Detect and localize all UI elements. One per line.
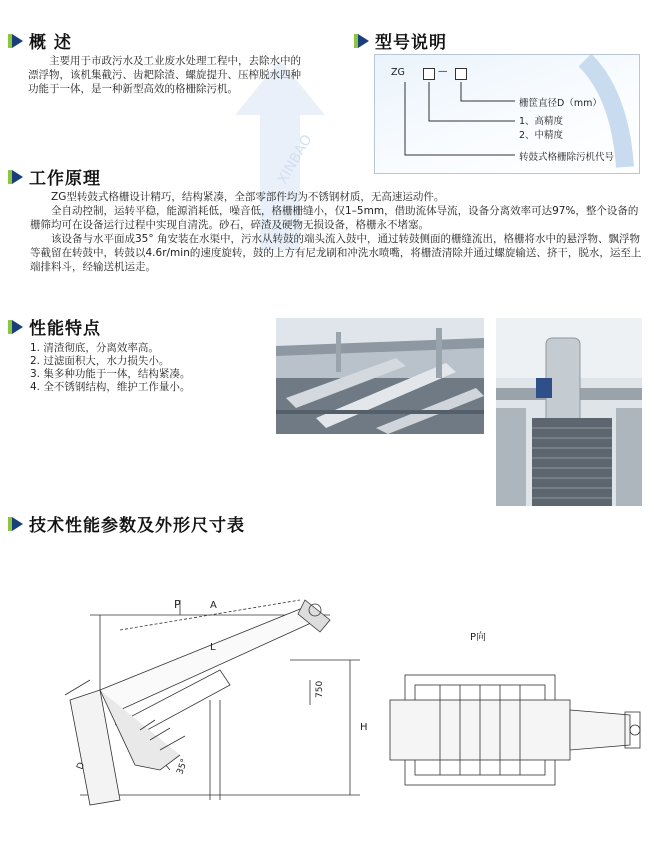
model-slot-precision	[423, 68, 435, 80]
heading-marker-icon	[12, 517, 23, 531]
heading-marker-icon	[12, 320, 23, 334]
principle-paragraph: ZG型转鼓式格栅设计精巧，结构紧凑，全部零部件均为不锈钢材质，无高速运动件。	[51, 191, 445, 203]
drawing-p-view: P向	[470, 632, 487, 643]
features-heading	[12, 314, 101, 339]
model-dash: —	[438, 66, 448, 77]
heading-marker-icon	[12, 34, 23, 48]
model-code-diagram	[374, 54, 640, 174]
model-label-mid: 2、中精度	[519, 130, 564, 141]
watermark-text: XINBAO	[274, 132, 316, 187]
model-label-code: 转鼓式格栅除污机代号	[519, 152, 615, 163]
technical-drawing	[60, 570, 650, 820]
overview-heading	[12, 28, 72, 53]
drawing-label-a: A	[210, 600, 217, 611]
overview-text: 主要用于市政污水及工业废水处理工程中，去除水中的漂浮物，该机集截污、齿耙除渣、螺旋提升、压榨脱水四种功能于一体，是一种新型高效的格栅除污机。	[28, 55, 301, 95]
product-photo-equipment	[496, 318, 642, 506]
feature-item: 4. 全不锈钢结构，维护工作量小。	[30, 381, 191, 393]
features-list	[30, 342, 190, 394]
model-heading	[358, 28, 447, 53]
feature-item: 3. 集多种功能于一体，结构紧凑。	[30, 368, 191, 380]
principle-text-block	[30, 190, 646, 274]
model-prefix: ZG	[391, 67, 405, 78]
heading-marker-icon	[358, 34, 369, 48]
drawing-dim-750: 750	[315, 680, 325, 698]
feature-item: 2. 过滤面积大，水力损失小。	[30, 355, 170, 367]
features-title: 性能特点	[29, 319, 101, 339]
feature-item: 1. 清渣彻底，分离效率高。	[30, 342, 159, 354]
principle-paragraph: 该设备与水平面成35° 角安装在水渠中，污水从转鼓的端头流入鼓中，通过转鼓侧面的栅缝流出，格栅将水中的悬浮物、飘浮物等截留在转鼓中，转鼓以4.6r/min的速度旋转，鼓的上方有尼龙刷和冲洗水喷嘴，将栅渣清除并通过螺旋输送、挤干，脱水，运至上端排料斗，经输送机运走。	[30, 233, 642, 273]
principle-heading	[12, 164, 101, 189]
product-photo-installation	[276, 318, 484, 434]
principle-title: 工作原理	[29, 169, 101, 189]
principle-paragraph: 全自动控制，运转平稳，能源消耗低，噪音低，格栅栅缝小，仅1–5mm，借助流体导流，设备分离效率可达97%，整个设备的栅筛均可在设备运行过程中实现自清洗。砂石，碎渣及硬物无损设备，格栅永不堵塞。	[30, 205, 639, 231]
drawing-label-p: P	[174, 598, 181, 611]
drawing-label-h: H	[360, 722, 368, 733]
model-label-diameter: 栅筐直径D（mm）	[519, 98, 602, 109]
drawing-angle: 35°	[175, 757, 191, 777]
drawing-label-d: D	[75, 761, 88, 772]
specs-heading	[12, 511, 245, 536]
overview-text-block	[28, 54, 310, 96]
overview-title: 概 述	[29, 33, 72, 53]
model-label-high: 1、高精度	[519, 116, 564, 127]
model-slot-diameter	[455, 68, 467, 80]
specs-title: 技术性能参数及外形尺寸表	[29, 516, 245, 536]
model-title: 型号说明	[375, 33, 447, 53]
heading-marker-icon	[12, 170, 23, 184]
drawing-label-l: L	[210, 642, 216, 653]
